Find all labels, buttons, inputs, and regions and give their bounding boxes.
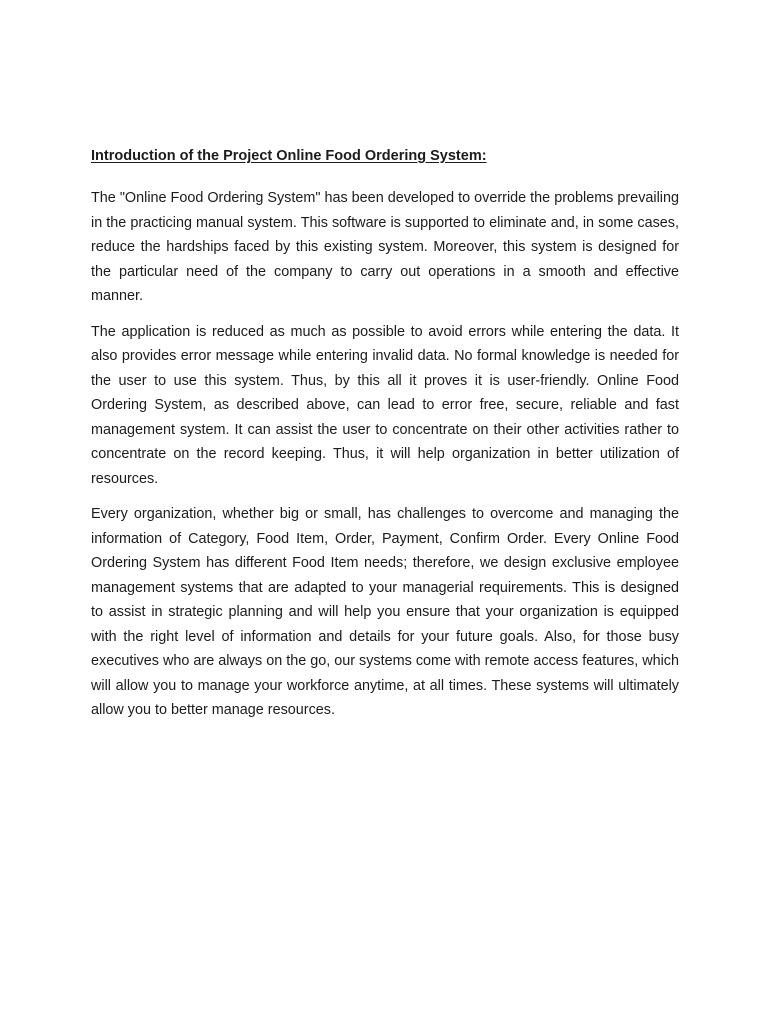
document-page <box>91 146 679 734</box>
paragraph-3: Every organization, whether big or small, has challenges to overcome and managing the information of Category, Food Item, Order, Payment, Confirm Order. Every Online Food Ordering System has different Food Item needs; therefore, we design exclusive employee management systems that are adapted to your managerial requirements. This is designed to assist in strategic planning and will help you ensure that your organization is equipped with the right level of information and details for your future goals. Also, for those busy executives who are always on the go, our systems come with remote access features, which will allow you to manage your workforce anytime, at all times. These systems will ultimately allow you to better manage resources. <box>91 506 679 718</box>
paragraph-1: The "Online Food Ordering System" has been developed to override the problems prevailing in the practicing manual system. This software is supported to eliminate and, in some cases, reduce the hardships faced by this existing system. Moreover, this system is designed for the particular need of the company to carry out operations in a smooth and effective manner. <box>91 190 679 304</box>
document-heading: Introduction of the Project Online Food Ordering System: <box>91 148 487 164</box>
paragraph-2: The application is reduced as much as possible to avoid errors while entering the data. It also provides error message while entering invalid data. No formal knowledge is needed for the user to use this system. Thus, by this all it proves it is user-friendly. Online Food Ordering System, as described above, can lead to error free, secure, reliable and fast management system. It can assist the user to concentrate on their other activities rather to concentrate on the record keeping. Thus, it will help organization in better utilization of resources. <box>91 323 679 487</box>
